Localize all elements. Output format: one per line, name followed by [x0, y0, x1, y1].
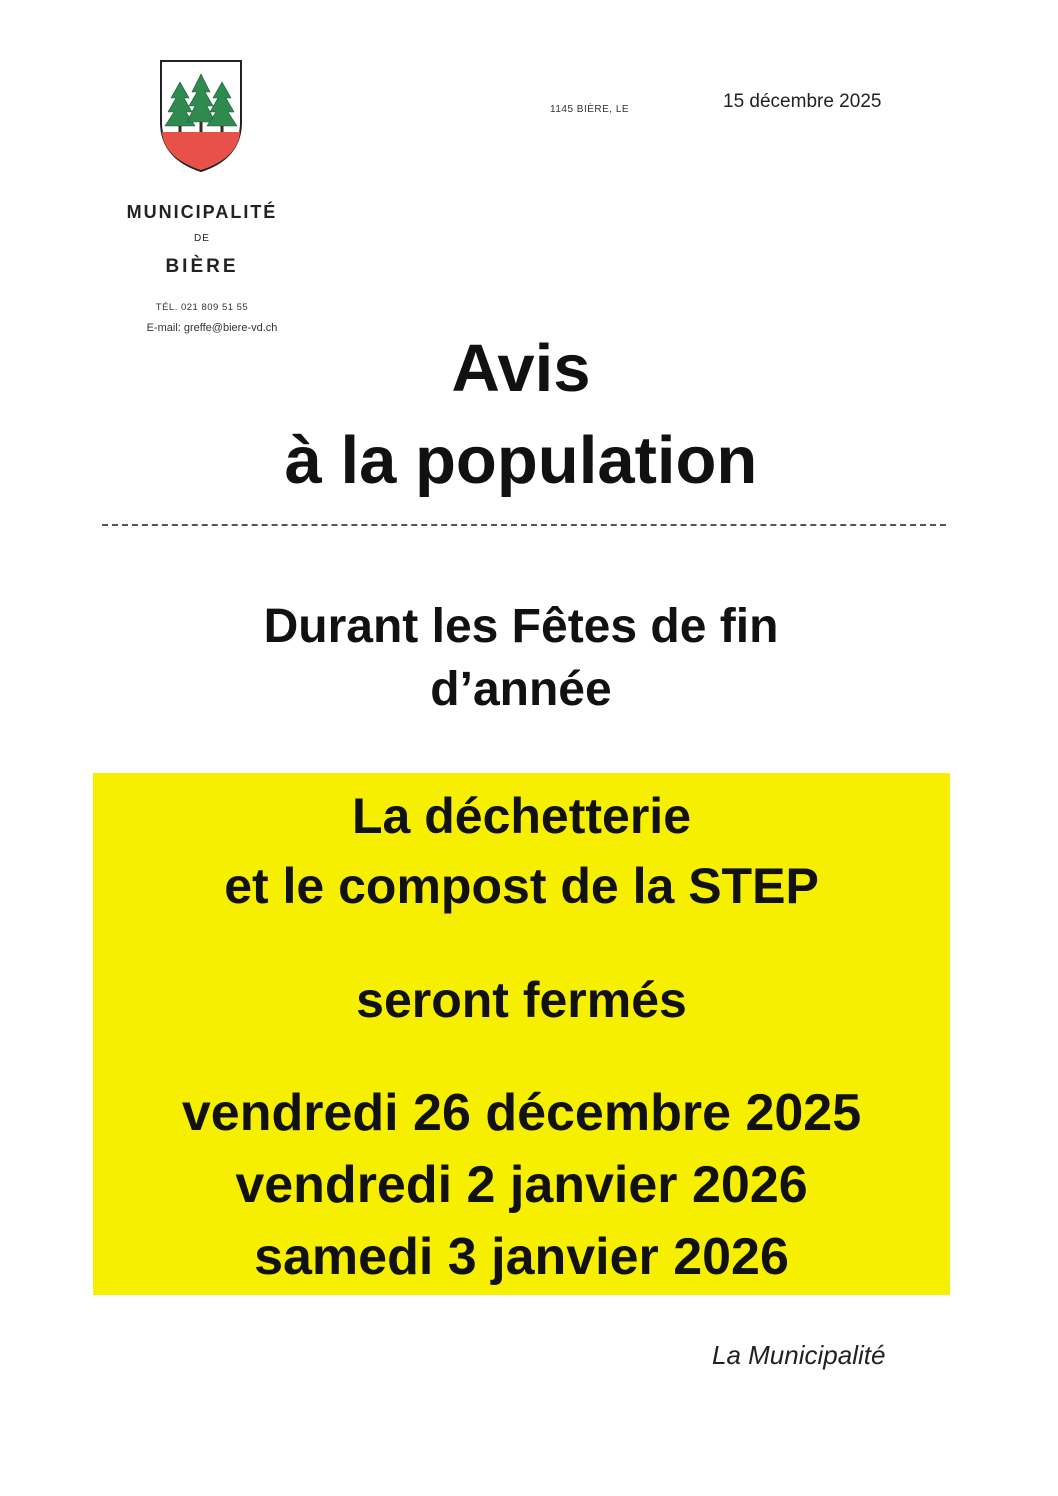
municipality-preposition: DE: [194, 233, 210, 244]
subtitle-line2: d’année: [430, 663, 612, 716]
highlight-line1: La déchetterie: [351, 788, 691, 844]
signature: La Municipalité: [712, 1340, 886, 1370]
document-date: 15 décembre 2025: [723, 91, 882, 112]
closure-date-3: samedi 3 janvier 2026: [254, 1228, 789, 1286]
notice-title-line2: à la population: [284, 423, 758, 498]
closure-highlight-box: [93, 773, 950, 1295]
coat-of-arms-logo: [160, 60, 242, 172]
closure-date-2: vendredi 2 janvier 2026: [235, 1156, 808, 1214]
closure-date-1: vendredi 26 décembre 2025: [181, 1084, 862, 1142]
email-address: E-mail: greffe@biere-vd.ch: [146, 322, 278, 334]
highlight-line2: et le compost de la STEP: [224, 858, 819, 914]
highlight-line3: seront fermés: [356, 972, 687, 1028]
municipality-name: MUNICIPALITÉ: [126, 202, 278, 222]
notice-subtitle: [0, 595, 1042, 721]
telephone-number: TÉL. 021 809 51 55: [155, 302, 249, 313]
dashed-divider: [102, 524, 946, 526]
notice-title-line1: Avis: [451, 331, 591, 406]
subtitle-line1: Durant les Fêtes de fin: [263, 600, 779, 653]
municipality-town: BIÈRE: [165, 256, 239, 277]
place-label: 1145 BIÈRE, LE: [550, 104, 630, 115]
